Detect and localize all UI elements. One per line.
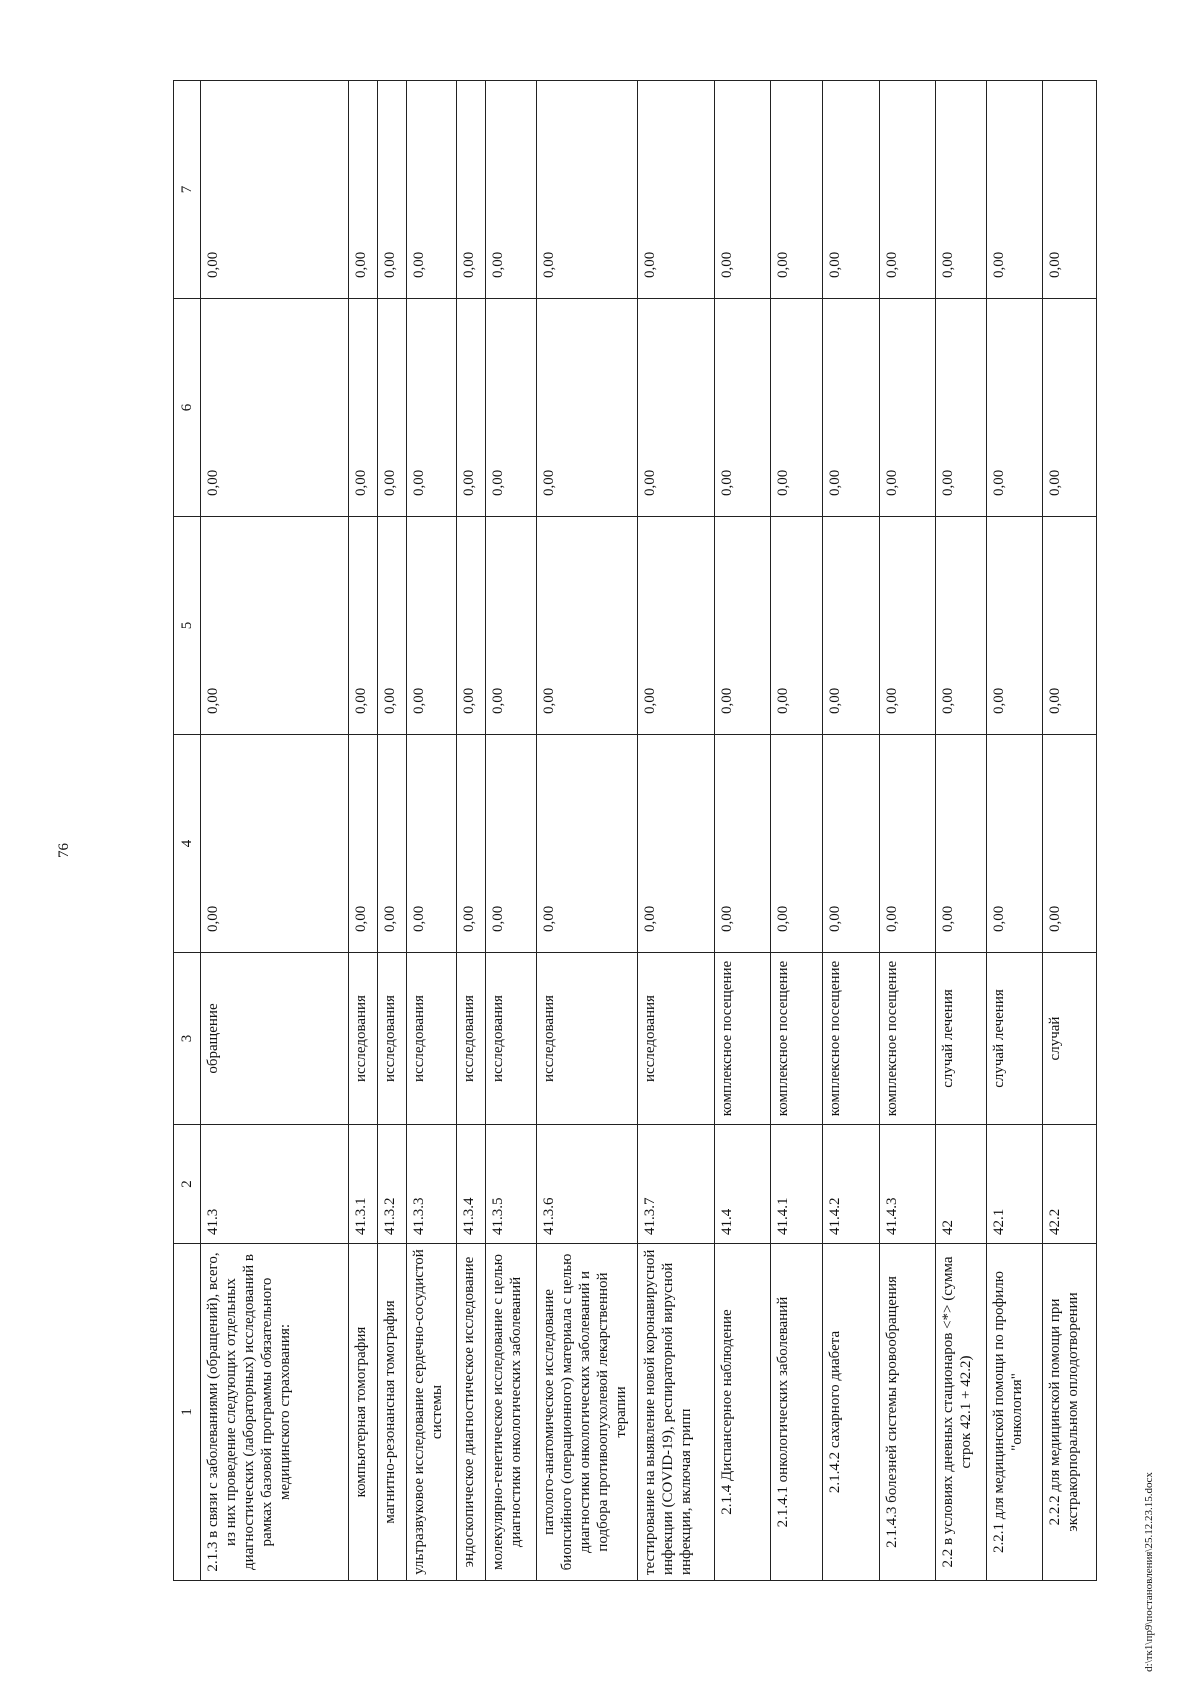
- rotated-table-container: [173, 81, 1123, 1581]
- row-value-4: 0,00: [378, 735, 407, 953]
- row-code: 41.4.2: [823, 1125, 880, 1244]
- table-row: [349, 81, 378, 1581]
- row-value-7: 0,00: [823, 81, 880, 299]
- row-value-4: 0,00: [638, 735, 715, 953]
- row-name: компьютерная томография: [349, 1244, 378, 1581]
- row-value-7: 0,00: [880, 81, 936, 299]
- row-unit: обращение: [201, 953, 349, 1125]
- row-code: 41.3.2: [378, 1125, 407, 1244]
- row-name: патолого-анатомическое исследование биопсийного (операционного) материала с целью диагностики онкологических заболеваний и подбора противоопухолевой лекарственной терапии: [537, 1244, 638, 1581]
- table-row: [201, 81, 349, 1581]
- table-row: [407, 81, 457, 1581]
- table-row: [987, 81, 1043, 1581]
- row-value-6: 0,00: [823, 299, 880, 517]
- row-unit: случай лечения: [936, 953, 987, 1125]
- row-code: 41.3.1: [349, 1125, 378, 1244]
- row-unit: исследования: [486, 953, 537, 1125]
- row-value-5: 0,00: [457, 517, 486, 735]
- row-value-5: 0,00: [936, 517, 987, 735]
- row-value-6: 0,00: [378, 299, 407, 517]
- row-value-4: 0,00: [537, 735, 638, 953]
- row-name: эндоскопическое диагностическое исследование: [457, 1244, 486, 1581]
- table-row: [1043, 81, 1097, 1581]
- row-value-4: 0,00: [771, 735, 823, 953]
- row-code: 41.3.3: [407, 1125, 457, 1244]
- table-row: [486, 81, 537, 1581]
- row-value-5: 0,00: [349, 517, 378, 735]
- row-value-6: 0,00: [407, 299, 457, 517]
- row-name: 2.2 в условиях дневных стационаров <*> (сумма строк 42.1 + 42.2): [936, 1244, 987, 1581]
- row-value-5: 0,00: [486, 517, 537, 735]
- header-cell-4: 4: [174, 735, 201, 953]
- row-value-7: 0,00: [537, 81, 638, 299]
- data-table: [173, 80, 1097, 1581]
- row-code: 41.4: [715, 1125, 771, 1244]
- row-unit: комплексное посещение: [771, 953, 823, 1125]
- row-value-7: 0,00: [486, 81, 537, 299]
- table-row: [378, 81, 407, 1581]
- row-unit: исследования: [537, 953, 638, 1125]
- row-value-4: 0,00: [349, 735, 378, 953]
- row-value-7: 0,00: [936, 81, 987, 299]
- row-name: 2.1.3 в связи с заболеваниями (обращений), всего, из них проведение следующих отдельных диагностических (лабораторных) исследований в рамках базовой программы обязательного медицинского страхования:: [201, 1244, 349, 1581]
- row-value-6: 0,00: [537, 299, 638, 517]
- row-value-7: 0,00: [638, 81, 715, 299]
- row-unit: исследования: [457, 953, 486, 1125]
- page-number-text: 76: [55, 842, 72, 858]
- row-unit: исследования: [349, 953, 378, 1125]
- row-value-5: 0,00: [880, 517, 936, 735]
- row-name: ультразвуковое исследование сердечно-сосудистой системы: [407, 1244, 457, 1581]
- row-name: 2.1.4 Диспансерное наблюдение: [715, 1244, 771, 1581]
- row-value-5: 0,00: [715, 517, 771, 735]
- row-value-7: 0,00: [457, 81, 486, 299]
- row-code: 41.3.7: [638, 1125, 715, 1244]
- row-value-5: 0,00: [407, 517, 457, 735]
- table-row: [638, 81, 715, 1581]
- row-code: 42: [936, 1125, 987, 1244]
- row-name: 2.1.4.1 онкологических заболеваний: [771, 1244, 823, 1581]
- row-value-6: 0,00: [771, 299, 823, 517]
- row-name: тестирование на выявление новой коронавирусной инфекции (COVID-19), респираторной вирусной инфекции, включая грипп: [638, 1244, 715, 1581]
- table-row: [457, 81, 486, 1581]
- row-code: 41.3.5: [486, 1125, 537, 1244]
- row-value-7: 0,00: [407, 81, 457, 299]
- row-value-6: 0,00: [486, 299, 537, 517]
- row-unit: случай: [1043, 953, 1097, 1125]
- row-value-5: 0,00: [638, 517, 715, 735]
- table-row: [715, 81, 771, 1581]
- row-unit: исследования: [407, 953, 457, 1125]
- row-value-6: 0,00: [880, 299, 936, 517]
- row-value-4: 0,00: [407, 735, 457, 953]
- header-cell-7: 7: [174, 81, 201, 299]
- header-cell-6: 6: [174, 299, 201, 517]
- row-name: 2.2.2 для медицинской помощи при экстракорпоральном оплодотворении: [1043, 1244, 1097, 1581]
- row-value-4: 0,00: [201, 735, 349, 953]
- row-code: 41.3.4: [457, 1125, 486, 1244]
- table-row: [771, 81, 823, 1581]
- table-row: [537, 81, 638, 1581]
- row-name: 2.1.4.2 сахарного диабета: [823, 1244, 880, 1581]
- row-value-5: 0,00: [537, 517, 638, 735]
- table-row: [823, 81, 880, 1581]
- row-value-4: 0,00: [486, 735, 537, 953]
- row-value-6: 0,00: [457, 299, 486, 517]
- row-value-6: 0,00: [987, 299, 1043, 517]
- row-value-6: 0,00: [936, 299, 987, 517]
- row-value-4: 0,00: [936, 735, 987, 953]
- page-number: [52, 830, 76, 870]
- row-unit: комплексное посещение: [823, 953, 880, 1125]
- row-value-4: 0,00: [880, 735, 936, 953]
- row-value-5: 0,00: [823, 517, 880, 735]
- row-value-7: 0,00: [987, 81, 1043, 299]
- row-code: 41.4.1: [771, 1125, 823, 1244]
- row-unit: комплексное посещение: [715, 953, 771, 1125]
- row-name: магнитно-резонансная томография: [378, 1244, 407, 1581]
- row-value-7: 0,00: [201, 81, 349, 299]
- row-value-5: 0,00: [378, 517, 407, 735]
- footer-file-path: [1140, 1472, 1158, 1672]
- row-value-5: 0,00: [201, 517, 349, 735]
- row-code: 41.4.3: [880, 1125, 936, 1244]
- row-code: 42.2: [1043, 1125, 1097, 1244]
- header-cell-3: 3: [174, 953, 201, 1125]
- row-name: 2.1.4.3 болезней системы кровообращения: [880, 1244, 936, 1581]
- row-value-4: 0,00: [1043, 735, 1097, 953]
- header-cell-1: 1: [174, 1244, 201, 1581]
- row-value-5: 0,00: [1043, 517, 1097, 735]
- row-unit: комплексное посещение: [880, 953, 936, 1125]
- row-unit: исследования: [378, 953, 407, 1125]
- row-unit: случай лечения: [987, 953, 1043, 1125]
- row-value-4: 0,00: [823, 735, 880, 953]
- row-value-5: 0,00: [987, 517, 1043, 735]
- row-value-6: 0,00: [201, 299, 349, 517]
- row-code: 42.1: [987, 1125, 1043, 1244]
- row-value-7: 0,00: [715, 81, 771, 299]
- row-value-5: 0,00: [771, 517, 823, 735]
- table-row: [880, 81, 936, 1581]
- row-value-7: 0,00: [349, 81, 378, 299]
- row-value-6: 0,00: [349, 299, 378, 517]
- header-cell-5: 5: [174, 517, 201, 735]
- row-value-6: 0,00: [1043, 299, 1097, 517]
- row-value-4: 0,00: [987, 735, 1043, 953]
- table-row: [936, 81, 987, 1581]
- footer-file-path-text: d:\тк1\пр9\постановления\25.12.23.15.docx: [1143, 1472, 1155, 1672]
- row-value-4: 0,00: [457, 735, 486, 953]
- row-code: 41.3: [201, 1125, 349, 1244]
- header-row: [174, 81, 201, 1581]
- row-value-6: 0,00: [638, 299, 715, 517]
- row-value-6: 0,00: [715, 299, 771, 517]
- header-cell-2: 2: [174, 1125, 201, 1244]
- row-value-7: 0,00: [378, 81, 407, 299]
- row-name: 2.2.1 для медицинской помощи по профилю "онкология": [987, 1244, 1043, 1581]
- row-name: молекулярно-генетическое исследование с целью диагностики онкологических заболеваний: [486, 1244, 537, 1581]
- row-code: 41.3.6: [537, 1125, 638, 1244]
- row-value-7: 0,00: [771, 81, 823, 299]
- row-unit: исследования: [638, 953, 715, 1125]
- row-value-4: 0,00: [715, 735, 771, 953]
- row-value-7: 0,00: [1043, 81, 1097, 299]
